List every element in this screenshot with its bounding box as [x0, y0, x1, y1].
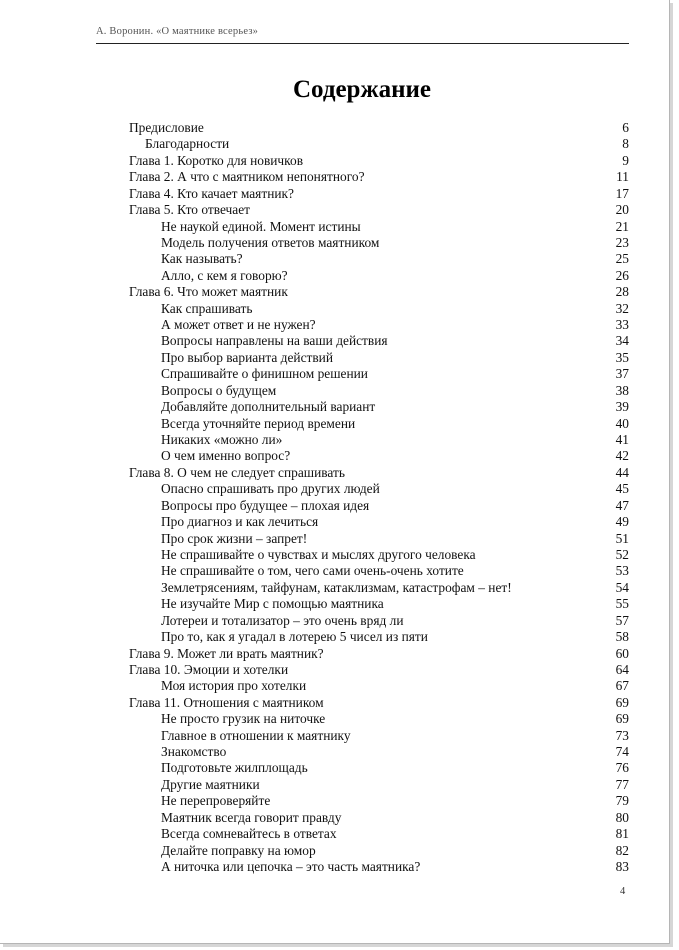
page-number: 4	[620, 886, 626, 897]
toc-entry-page: 42	[615, 448, 629, 464]
toc-entry-page: 49	[615, 514, 629, 530]
toc-entry-title: Глава 8. О чем не следует спрашивать	[129, 464, 345, 480]
toc-entry-title: Не перепроверяйте	[161, 793, 271, 809]
toc-entry[interactable]	[129, 859, 629, 875]
toc-entry-title: О чем именно вопрос?	[161, 448, 291, 464]
toc-entry[interactable]	[129, 629, 629, 645]
toc-entry-page: 41	[615, 432, 629, 448]
toc-entry-title: Предисловие	[129, 120, 204, 135]
toc-entry[interactable]	[129, 120, 629, 136]
toc-entry-title: Глава 4. Кто качает маятник?	[129, 185, 294, 201]
toc-entry-title: Моя история про хотелки	[161, 678, 307, 694]
toc-entry-page: 82	[615, 842, 629, 858]
toc-entry-title: Спрашивайте о финишном решении	[161, 366, 368, 382]
toc-entry-title: Не изучайте Мир с помощью маятника	[161, 596, 384, 612]
toc-entry-title: Глава 5. Кто отвечает	[129, 202, 251, 218]
toc-entry[interactable]	[129, 219, 629, 235]
toc-entry-title: Не просто грузик на ниточке	[161, 711, 326, 727]
toc-entry-title: Не спрашивайте о чувствах и мыслях другого человека	[161, 546, 476, 562]
toc-entry-page: 9	[622, 152, 629, 168]
toc-entry[interactable]	[129, 481, 629, 497]
toc-entry[interactable]	[129, 580, 629, 596]
toc-entry-page: 53	[615, 563, 629, 579]
toc-entry[interactable]	[129, 465, 629, 481]
toc-entry-page: 80	[615, 809, 629, 825]
toc-entry-title: Модель получения ответов маятником	[161, 234, 380, 250]
toc-entry-title: Землетрясениям, тайфунам, катаклизмам, катастрофам – нет!	[161, 579, 512, 595]
toc-entry-title: Вопросы про будущее – плохая идея	[161, 497, 370, 513]
toc-entry-page: 79	[615, 793, 629, 809]
header-rule	[96, 43, 629, 44]
toc-entry[interactable]	[129, 366, 629, 382]
toc-entry-title: Добавляйте дополнительный вариант	[161, 399, 376, 415]
toc-entry[interactable]	[129, 843, 629, 859]
toc-entry-page: 38	[615, 382, 629, 398]
toc-entry[interactable]	[129, 136, 629, 152]
toc-entry-page: 33	[615, 317, 629, 333]
toc-entry-page: 45	[615, 481, 629, 497]
toc-entry-page: 55	[615, 596, 629, 612]
page-title: Содержание	[292, 76, 431, 103]
toc-entry-title: Всегда уточняйте период времени	[161, 415, 356, 431]
toc-entry-title: Благодарности	[145, 136, 230, 152]
toc-entry-page: 74	[615, 744, 629, 760]
toc-entry[interactable]	[129, 498, 629, 514]
toc-entry[interactable]	[129, 383, 629, 399]
toc-entry[interactable]	[129, 284, 629, 300]
toc-entry[interactable]	[129, 416, 629, 432]
toc-entry-page: 17	[615, 185, 629, 201]
toc-entry-title: Знакомство	[161, 744, 227, 760]
toc-entry-page: 57	[615, 612, 629, 628]
toc-entry-title: Как спрашивать	[161, 300, 253, 316]
toc-entry[interactable]	[129, 432, 629, 448]
toc-entry-title: Глава 1. Коротко для новичков	[129, 152, 304, 168]
toc-entry-title: А может ответ и не нужен?	[161, 317, 316, 333]
toc-entry-page: 26	[615, 267, 629, 283]
toc-entry-page: 20	[615, 202, 629, 218]
toc-entry-page: 58	[615, 629, 629, 645]
toc-entry-title: Глава 11. Отношения с маятником	[129, 694, 324, 710]
running-header: А. Воронин. «О маятнике всерьез»	[96, 26, 259, 37]
toc-entry-title: Вопросы направлены на ваши действия	[161, 333, 388, 349]
toc-entry-page: 69	[615, 694, 629, 710]
toc-entry[interactable]	[129, 301, 629, 317]
toc-entry-title: Никаких «можно ли»	[161, 432, 283, 448]
toc-entry-title: Маятник всегда говорит правду	[161, 809, 342, 825]
toc-entry[interactable]	[129, 514, 629, 530]
toc-entry-page: 21	[615, 218, 629, 234]
toc-entry[interactable]	[129, 760, 629, 776]
toc-entry-page: 76	[615, 760, 629, 776]
toc-entry-page: 47	[615, 497, 629, 513]
toc-entry[interactable]	[129, 448, 629, 464]
toc-entry[interactable]	[129, 810, 629, 826]
toc-entry[interactable]	[129, 268, 629, 284]
toc-entry[interactable]	[129, 333, 629, 349]
toc-entry-page: 51	[615, 530, 629, 546]
toc-entry-page: 37	[615, 366, 629, 382]
toc-entry[interactable]	[129, 235, 629, 251]
toc-entry-title: Не спрашивайте о том, чего сами очень-очень хотите	[161, 563, 464, 579]
toc-entry[interactable]	[129, 169, 629, 185]
toc-entry[interactable]	[129, 728, 629, 744]
toc-entry-page: 60	[615, 645, 629, 661]
toc-entry-title: Глава 2. А что с маятником непонятного?	[129, 169, 365, 185]
toc-entry-page: 39	[615, 399, 629, 415]
toc-entry[interactable]	[129, 547, 629, 563]
toc-entry-page: 32	[615, 300, 629, 316]
toc-entry-page: 28	[615, 284, 629, 300]
toc-entry-page: 73	[615, 727, 629, 743]
toc-entry-page: 77	[615, 776, 629, 792]
toc-entry[interactable]	[129, 399, 629, 415]
toc-entry-title: Подготовьте жилплощадь	[161, 760, 308, 776]
toc-entry[interactable]	[129, 251, 629, 267]
toc-entry[interactable]	[129, 153, 629, 169]
toc-entry-title: Глава 9. Может ли врать маятник?	[129, 645, 324, 661]
toc-entry-page: 34	[615, 333, 629, 349]
toc-entry-page: 40	[615, 415, 629, 431]
toc-entry-page: 52	[615, 546, 629, 562]
toc-entry-title: Всегда сомневайтесь в ответах	[161, 826, 337, 842]
toc-entry[interactable]	[129, 793, 629, 809]
toc-entry-title: Вопросы о будущем	[161, 382, 277, 398]
toc-entry[interactable]	[129, 350, 629, 366]
toc-entry[interactable]	[129, 646, 629, 662]
toc-entry-page: 8	[622, 136, 629, 152]
toc-entry-page: 44	[615, 464, 629, 480]
toc-entry-title: Про то, как я угадал в лотерею 5 чисел из пяти	[161, 629, 428, 645]
toc-entry[interactable]	[129, 662, 629, 678]
table-of-contents	[129, 120, 629, 875]
toc-entry-page: 69	[615, 711, 629, 727]
toc-entry-page: 81	[615, 826, 629, 842]
toc-entry-page: 6	[622, 120, 629, 135]
toc-entry[interactable]	[129, 711, 629, 727]
toc-entry-title: Другие маятники	[161, 776, 260, 792]
toc-entry-page: 23	[615, 234, 629, 250]
toc-entry-title: Делайте поправку на юмор	[161, 842, 316, 858]
toc-entry[interactable]	[129, 563, 629, 579]
toc-entry-page: 64	[615, 661, 629, 677]
toc-entry-title: Про диагноз и как лечиться	[161, 514, 319, 530]
toc-entry-title: Глава 6. Что может маятник	[129, 284, 288, 300]
toc-entry-title: Про срок жизни – запрет!	[161, 530, 308, 546]
toc-entry-title: Не наукой единой. Момент истины	[161, 218, 361, 234]
toc-entry-title: Главное в отношении к маятнику	[161, 727, 351, 743]
toc-entry-title: А ниточка или цепочка – это часть маятника?	[161, 858, 421, 874]
toc-entry-page: 67	[615, 678, 629, 694]
toc-entry[interactable]	[129, 678, 629, 694]
toc-entry-title: Лотереи и тотализатор – это очень вряд ли	[161, 612, 404, 628]
toc-entry[interactable]	[129, 596, 629, 612]
toc-entry-page: 11	[616, 169, 629, 185]
toc-entry-title: Глава 10. Эмоции и хотелки	[129, 661, 289, 677]
toc-entry[interactable]	[129, 613, 629, 629]
toc-entry-page: 35	[615, 349, 629, 365]
toc-entry[interactable]	[129, 777, 629, 793]
toc-entry-page: 83	[615, 858, 629, 874]
toc-entry[interactable]	[129, 202, 629, 218]
toc-entry-page: 54	[615, 579, 629, 595]
toc-entry[interactable]	[129, 826, 629, 842]
toc-entry-title: Как называть?	[161, 251, 243, 267]
toc-entry[interactable]	[129, 317, 629, 333]
toc-entry-title: Алло, с кем я говорю?	[161, 267, 288, 283]
toc-entry[interactable]	[129, 744, 629, 760]
toc-entry[interactable]	[129, 531, 629, 547]
toc-entry[interactable]	[129, 186, 629, 202]
toc-entry-title: Опасно спрашивать про других людей	[161, 481, 380, 497]
toc-entry-page: 25	[615, 251, 629, 267]
toc-entry-title: Про выбор варианта действий	[161, 349, 334, 365]
toc-entry[interactable]	[129, 695, 629, 711]
